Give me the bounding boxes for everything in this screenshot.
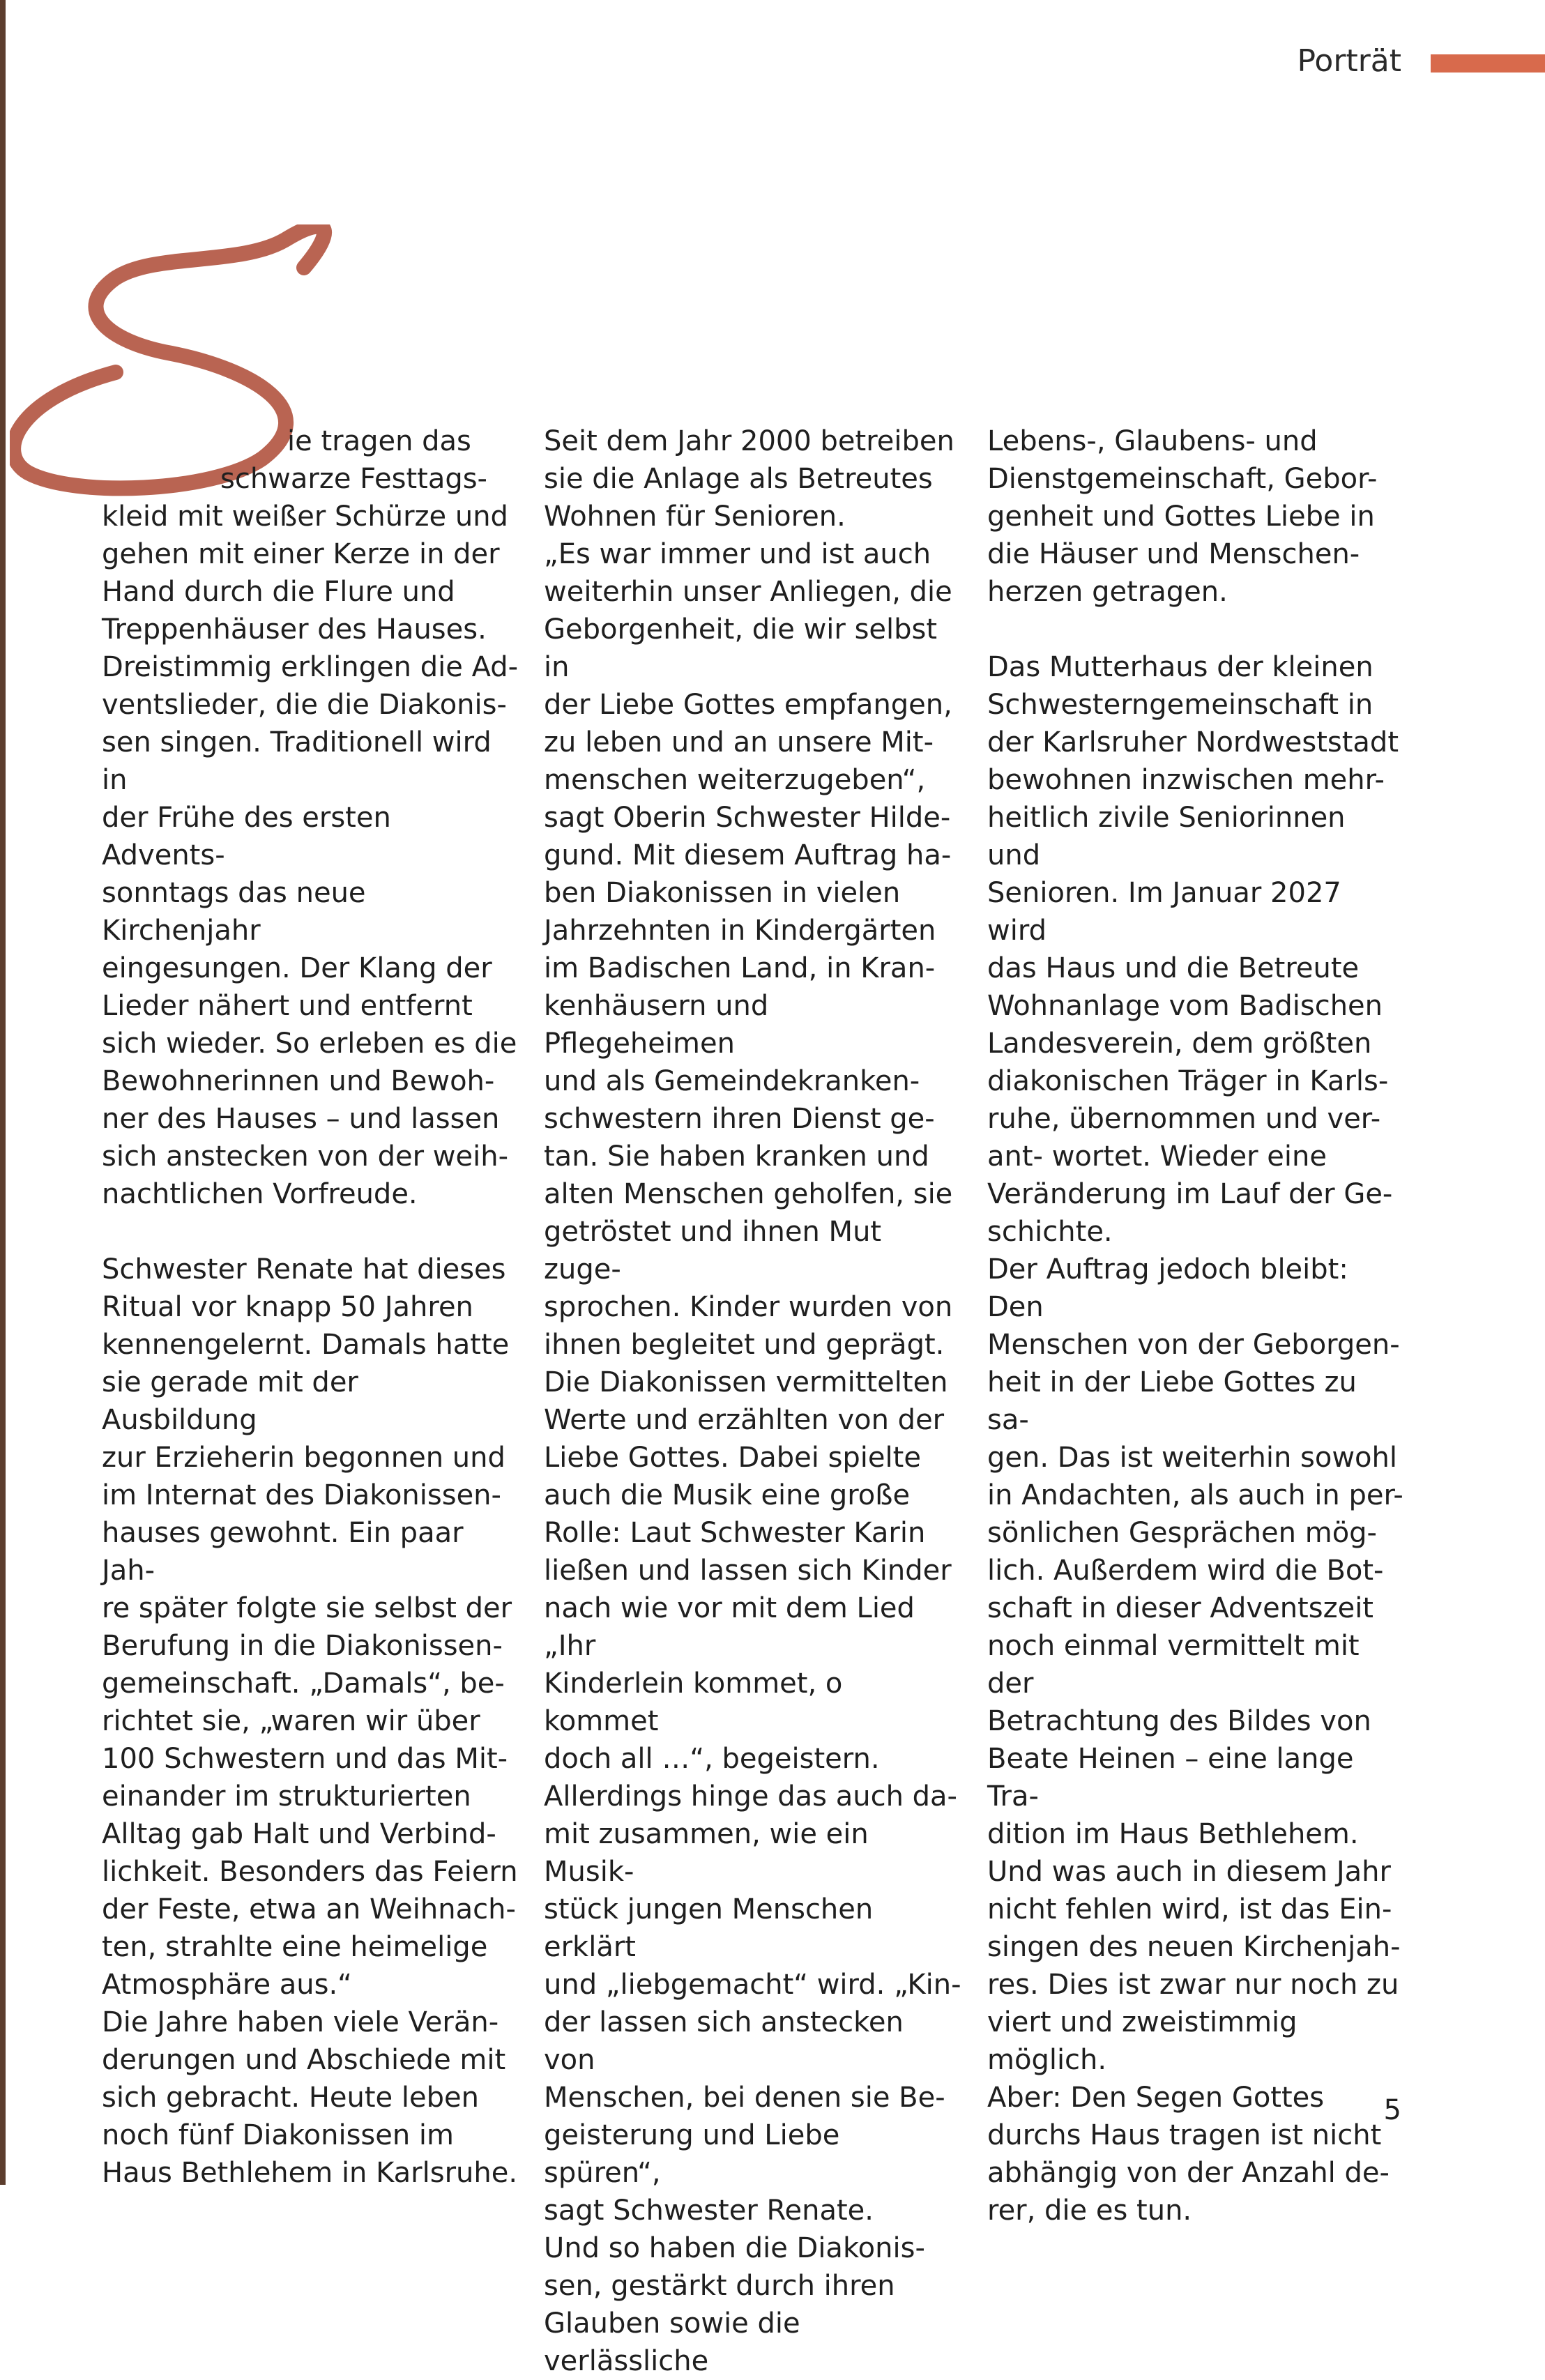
paragraph-intro [102,422,520,1213]
section-accent-bar [1431,54,1545,73]
paragraph-column-3-b: Das Mutterhaus der kleinen Schwesterngemeinschaft in der Karlsruher Nordweststadt bewohnen inzwischen mehr- heitlich zivile Seniorinnen und Senioren. Im Januar 2027 wird das Haus und die Betreute Wohnanlage vom Badischen Landesverein, dem größten diakonischen Träger in Karls- ruhe, übernommen und ver- ant- wortet. Wieder eine Veränderung im Lauf der Ge- schichte. Der Auftrag jedoch bleibt: Den Menschen von der Geborgen- heit in der Liebe Gottes zu sa- gen. Das ist weiterhin sowohl in Andachten, als auch in per- sönlichen Gesprächen mög- lich. Außerdem wird die Bot- schaft in dieser Adventszeit noch einmal vermittelt mit der Betrachtung des Bildes von Beate Heinen – eine lange Tra- dition im Haus Bethlehem. Und was auch in diesem Jahr nicht fehlen wird, ist das Ein- singen des neuen Kirchenjah- res. Dies ist zwar nur noch zu viert und zweistimmig möglich. Aber: Den Segen Gottes durchs Haus tragen ist nicht abhängig von der Anzahl de- rer, die es tun. [987,651,1403,2227]
intro-line-2: schwarze Festtags- [220,463,487,495]
paragraph-column-2: Seit dem Jahr 2000 betreiben sie die Anlage als Betreutes Wohnen für Senioren. „Es war immer und ist auch weiterhin unser Anliegen, die Geborgenheit, die wir selbst in der Liebe Gottes empfangen, zu leben und an unsere Mit- menschen weiterzugeben“, sagt Oberin Schwester Hilde- gund. Mit diesem Auftrag ha- ben Diakonissen in vielen Jahrzehnten in Kindergärten im Badischen Land, in Kran- kenhäusern und Pflegeheimen und als Gemeindekranken- schwestern ihren Dienst ge- tan. Sie haben kranken und alten Menschen geholfen, sie getröstet und ihnen Mut zuge- sprochen. Kinder wurden von ihnen begleitet und geprägt. Die Diakonissen vermittelten Werte und erzählten von der Liebe Gottes. Dabei spielte auch die Musik eine große Rolle: Laut Schwester Karin ließen und lassen sich Kinder nach wie vor mit dem Lied „Ihr Kinderlein kommet, o kommet doch all …“, begeistern. Allerdings hinge das auch da- mit zusammen, wie ein Musik- stück jungen Menschen erklärt und „liebgemacht“ wird. „Kin- der lassen sich anstecken von Menschen, bei denen sie Be- geisterung und Liebe spüren“, sagt Schwester Renate. Und so haben die Diakonis- sen, gestärkt durch ihren Glauben sowie die verlässliche [544,425,961,2377]
section-label: Porträt [1297,43,1401,79]
paragraph-column-3-a: Lebens-, Glaubens- und Dienstgemeinschaft, Gebor- genheit und Gottes Liebe in die Häuser und Menschen- herzen getragen. [987,425,1378,608]
text-column-1 [102,422,520,2192]
text-column-2 [544,422,962,2380]
intro-rest: kleid mit weißer Schürze und gehen mit einer Kerze in der Hand durch die Flure und Treppenhäuser des Hauses. Dreistimmig erklingen die Ad- ventslieder, die die Diakonis- sen singen. Traditionell wird in der Frühe des ersten Advents- sonntags das neue Kirchenjahr eingesungen. Der Klang der Lieder nähert und entfernt sich wieder. So erleben es die Bewohnerinnen und Bewoh- ner des Hauses – und lassen sich anstecken von der weih- nachtlichen Vorfreude. [102,501,519,1210]
paragraph-renate: Schwester Renate hat dieses Ritual vor knapp 50 Jahren kennengelernt. Damals hatte sie gerade mit der Ausbildung zur Erzieherin begonnen und im Internat des Diakonissen- hauses gewohnt. Ein paar Jah- re später folgte sie selbst der Berufung in die Diakonissen- gemeinschaft. „Damals“, be- richtet sie, „waren wir über 100 Schwestern und das Mit- einander im strukturierten Alltag gab Halt und Verbind- lichkeit. Besonders das Feiern der Feste, etwa an Weihnach- ten, strahlte eine heimelige Atmosphäre aus.“ Die Jahre haben viele Verän- derungen und Abschiede mit sich gebracht. Heute leben noch fünf Diakonissen im Haus Bethlehem in Karlsruhe. [102,1253,518,2189]
text-column-3 [987,422,1406,2229]
page-edge-line [0,0,6,2185]
page-number: 5 [1383,2094,1401,2126]
intro-line-1: ie tragen das [287,425,471,457]
